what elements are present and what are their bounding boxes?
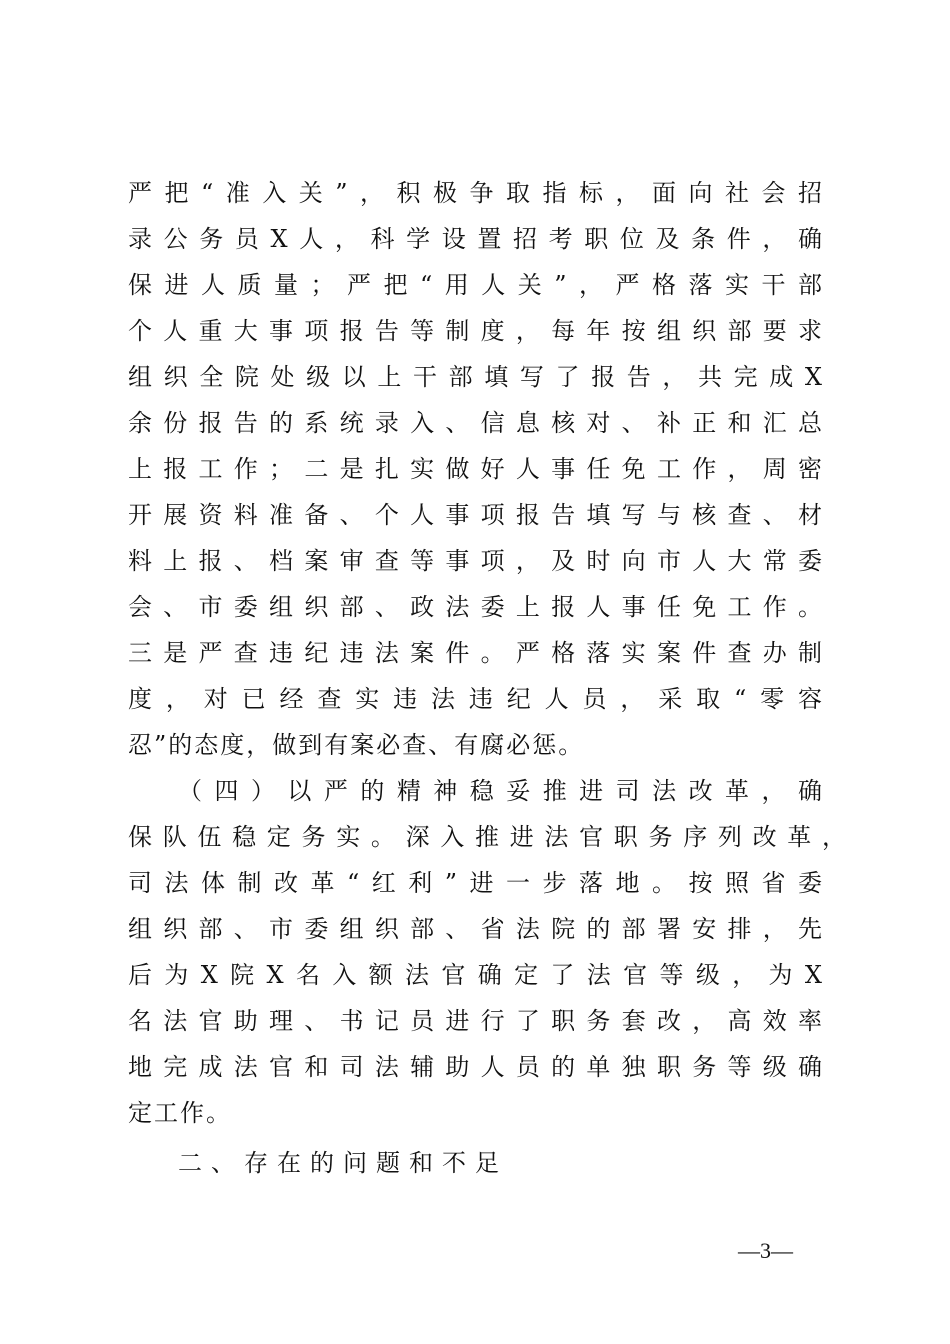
paragraph-2-line-7: 地完成法官和司法辅助人员的单独职务等级确	[128, 1053, 824, 1081]
page-number: —3—	[738, 1238, 793, 1263]
paragraph-2-line-3: 司法体制改革“红利”进一步落地。按照省委	[128, 869, 824, 897]
paragraph-1-line-13: 忍”的态度，做到有案必查、有腐必惩。	[128, 731, 585, 759]
paragraph-2-line-4: 组织部、市委组织部、省法院的部署安排，先	[128, 915, 824, 943]
paragraph-1-line-6: 余份报告的系统录入、信息核对、补正和汇总	[128, 409, 824, 437]
paragraph-1-line-1: 严把“准入关”，积极争取指标，面向社会招	[128, 179, 824, 207]
paragraph-1-line-9: 料上报、档案审查等事项，及时向市人大常委	[128, 547, 824, 575]
paragraph-1-line-12: 度，对已经查实违法违纪人员，采取“零容	[128, 685, 824, 713]
paragraph-2-line-6: 名法官助理、书记员进行了职务套改，高效率	[128, 1007, 824, 1035]
paragraph-1-line-2: 录公务员X人，科学设置招考职位及条件，确	[128, 225, 824, 253]
paragraph-1-line-5: 组织全院处级以上干部填写了报告，共完成X	[128, 363, 824, 391]
paragraph-1-line-10: 会、市委组织部、政法委上报人事任免工作。	[128, 593, 824, 621]
paragraph-2-line-8: 定工作。	[128, 1099, 232, 1127]
paragraph-1-line-7: 上报工作；二是扎实做好人事任免工作，周密	[128, 455, 824, 483]
section-heading: 二、存在的问题和不足	[178, 1149, 508, 1177]
paragraph-2-line-5: 后为X院X名入额法官确定了法官等级，为X	[128, 961, 824, 989]
paragraph-1-line-11: 三是严查违纪违法案件。严格落实案件查办制	[128, 639, 824, 667]
paragraph-2-line-1: （四）以严的精神稳妥推进司法改革，确	[178, 777, 824, 805]
paragraph-1-line-3: 保进人质量；严把“用人关”，严格落实干部	[128, 271, 824, 299]
paragraph-2-line-2: 保队伍稳定务实。深入推进法官职务序列改革，	[128, 823, 848, 851]
paragraph-1-line-8: 开展资料准备、个人事项报告填写与核查、材	[128, 501, 824, 529]
paragraph-1-line-4: 个人重大事项报告等制度，每年按组织部要求	[128, 317, 824, 345]
